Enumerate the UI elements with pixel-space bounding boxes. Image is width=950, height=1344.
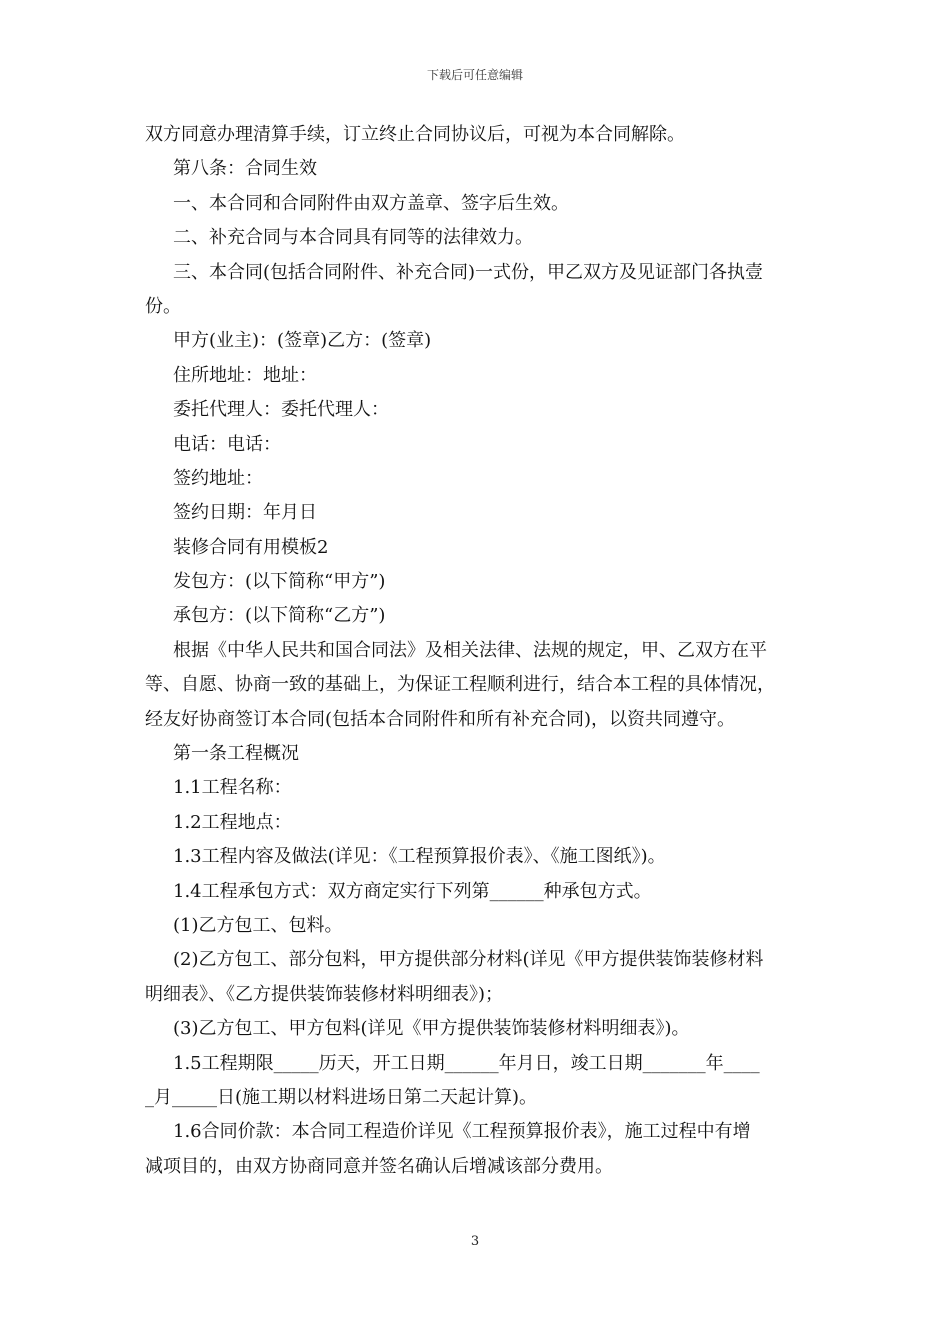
text-line: 一、本合同和合同附件由双方盖章、签字后生效。 bbox=[173, 192, 569, 214]
text-line: 1.5工程期限_____历天，开工日期______年月日，竣工日期_______年____ bbox=[173, 1052, 760, 1074]
document-body bbox=[145, 118, 815, 1184]
text-line: (2)乙方包工、部分包料，甲方提供部分材料(详见《甲方提供装饰装修材料 bbox=[173, 949, 764, 971]
text-line: 委托代理人：委托代理人： bbox=[173, 399, 389, 421]
text-line: 份。 bbox=[145, 295, 181, 317]
text-line: 二、补充合同与本合同具有同等的法律效力。 bbox=[173, 227, 533, 249]
text-line: 1.4工程承包方式：双方商定实行下列第______种承包方式。 bbox=[173, 880, 652, 902]
text-line: 经友好协商签订本合同(包括本合同附件和所有补充合同)，以资共同遵守。 bbox=[145, 708, 736, 730]
text-line: 等、自愿、协商一致的基础上，为保证工程顺利进行，结合本工程的具体情况， bbox=[145, 674, 775, 696]
text-line: 双方同意办理清算手续，订立终止合同协议后，可视为本合同解除。 bbox=[145, 124, 685, 145]
text-line: 1.3工程内容及做法(详见：《工程预算报价表》、《施工图纸》)。 bbox=[173, 846, 666, 868]
text-line: 装修合同有用模板2 bbox=[173, 536, 329, 558]
text-line: 第八条：合同生效 bbox=[173, 158, 317, 180]
text-line: 1.6合同价款：本合同工程造价详见《工程预算报价表》，施工过程中有增 bbox=[173, 1121, 751, 1143]
text-line: (3)乙方包工、甲方包料(详见《甲方提供装饰装修材料明细表》)。 bbox=[173, 1018, 690, 1040]
text-line: 住所地址：地址： bbox=[173, 364, 317, 386]
text-line: 减项目的，由双方协商同意并签名确认后增减该部分费用。 bbox=[145, 1155, 613, 1177]
text-line: 根据《中华人民共和国合同法》及相关法律、法规的规定，甲、乙双方在平 bbox=[173, 639, 767, 661]
text-line: (1)乙方包工、包料。 bbox=[173, 914, 343, 936]
text-line: 承包方：(以下简称“乙方”) bbox=[173, 605, 386, 627]
text-line: 三、本合同(包括合同附件、补充合同)一式份，甲乙双方及见证部门各执壹 bbox=[173, 261, 764, 283]
text-line: 签约地址： bbox=[173, 467, 263, 489]
text-line: 1.2工程地点： bbox=[173, 811, 292, 833]
text-line: 甲方(业主)：(签章)乙方：(签章) bbox=[173, 330, 432, 352]
text-line: 明细表》、《乙方提供装饰装修材料明细表》)； bbox=[145, 983, 504, 1005]
text-line: 签约日期：年月日 bbox=[173, 502, 317, 524]
text-line: 电话：电话： bbox=[173, 433, 281, 455]
text-line: 发包方：(以下简称“甲方”) bbox=[173, 571, 386, 593]
page-number: 3 bbox=[470, 1234, 480, 1249]
page-header: 下载后可任意编辑 bbox=[426, 68, 523, 82]
text-line: 第一条工程概况 bbox=[173, 743, 299, 765]
text-line: _月_____日(施工期以材料进场日第二天起计算)。 bbox=[145, 1086, 538, 1108]
text-line: 1.1工程名称： bbox=[173, 777, 292, 799]
